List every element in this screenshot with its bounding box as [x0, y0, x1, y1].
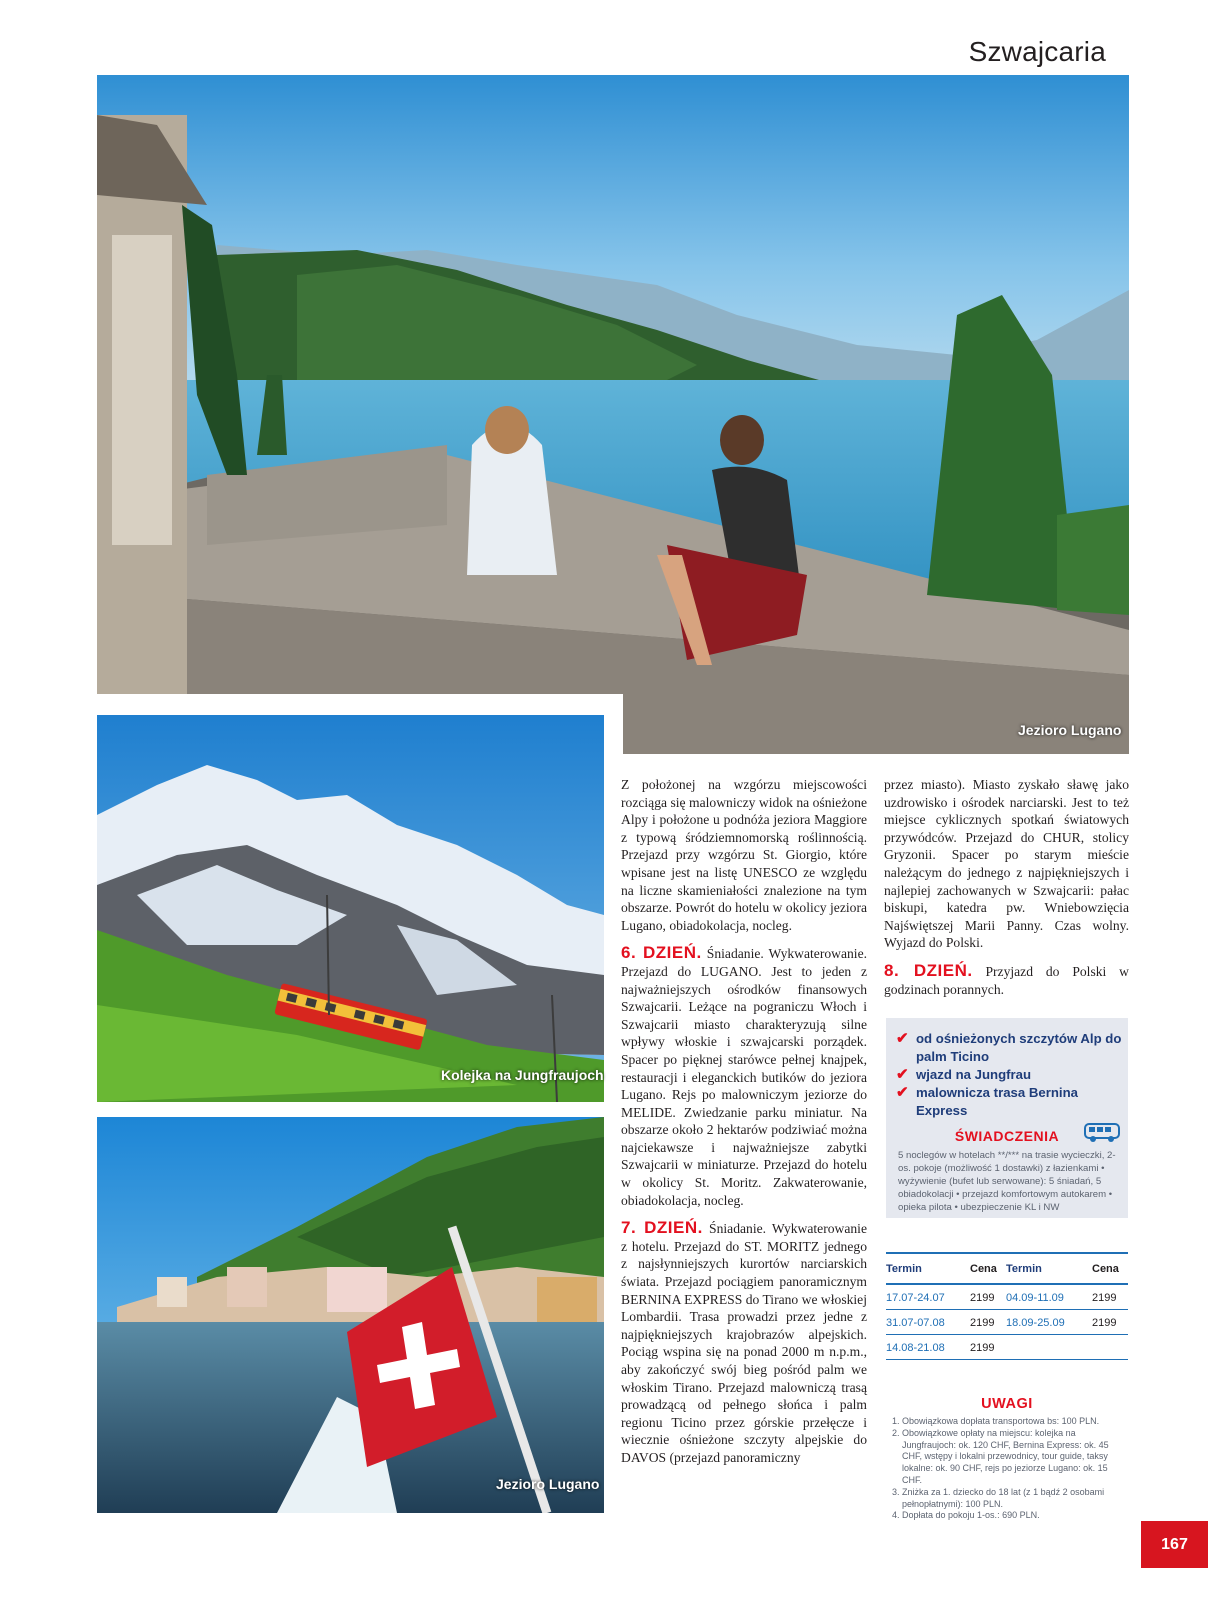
day-8-paragraph	[884, 962, 1129, 998]
highlight-item: ✔ od ośnieżonych szczytów Alp do palm Ticino	[896, 1030, 1122, 1064]
table-header-row	[886, 1253, 1128, 1284]
uwagi-section	[886, 1396, 1128, 1522]
day-7-continuation: przez miasto). Miasto zyskało sławę jako uzdrowisko i ośrodek narciarski. Jest to też miejsce cyklicznych spotkań światowych przywódców. Przejazd do CHUR, stolicy Gryzonii. Spacer po starym mieście należącym do jednego z najpiękniejszych i najlepiej zachowanych w Szwajcarii: pałac biskupi, katedra pw. Wniebowzięcia Najświętszej Marii Panny. Czas wolny. Wyjazd do Polski.	[884, 777, 1129, 951]
table-row: 17.07-24.07 2199 04.09-11.09 2199	[886, 1284, 1128, 1310]
uwagi-item: 2. Obowiązkowe opłaty na miejscu: kolejka na Jungfraujoch: ok. 120 CHF, Bernina Express: ok. 45 CHF, wstępy i lokalni przewodnicy, tour guide, taksy lokalne: ok. 90 CHF, rejs po jeziorze Lugano: ok. 15 CHF.	[902, 1428, 1128, 1487]
photo-lake-lugano-terrace	[97, 75, 1129, 754]
column-header: Cena	[1092, 1253, 1128, 1284]
caption-lake-photo: Jezioro Lugano	[496, 1476, 600, 1492]
column-header: Cena	[970, 1253, 1006, 1284]
day-6-text: Śniadanie. Wykwaterowanie. Przejazd do LUGANO. Jest to jeden z najważniejszych ośrodków finansowych Szwajcarii. Leżące na pograniczu Włoch i Szwajcarii miasto charakteryzują silne wpływy włoskie i szwajcarski porządek. Spacer po pięknej starówce pełnej knajpek, restauracji i eleganckich butików do jeziora Lugano. Rejs po malowniczym jeziorze do MELIDE. Zwiedzanie parku miniatur. Na obszarze około 2 hektarów podziwiać można najciekawsze i najważniejsze zabytki Szwajcarii w miniaturze. Przejazd do hotelu w okolicy St. Moritz. Zakwaterowanie, obiadokolacja, nocleg.	[621, 946, 868, 1208]
highlight-item: ✔ wjazd na Jungfrau	[896, 1066, 1032, 1083]
check-icon: ✔	[896, 1084, 909, 1101]
column-header: Termin	[886, 1253, 970, 1284]
photo-lake-swiss-flag	[97, 1117, 604, 1513]
caption-train-photo: Kolejka na Jungfraujoch	[441, 1067, 604, 1083]
uwagi-item: 3. Zniżka za 1. dziecko do 18 lat (z 1 bądź 2 osobami pełnopłatnymi): 100 PLN.	[902, 1487, 1128, 1511]
highlights-box	[886, 1018, 1128, 1218]
uwagi-title: UWAGI	[981, 1396, 1033, 1412]
bus-icon	[1084, 1122, 1122, 1144]
day-7-text: Śniadanie. Wykwaterowanie z hotelu. Przejazd do ST. MORITZ jednego z najsłynniejszych kurortów narciarskich świata. Przejazd pociągiem panoramicznym BERNINA EXPRESS do Tirano we włoskiej Lombardii. Trasa prowadzi przez jedne z najpiękniejszych krajobrazów alpejskich. Pociąg wspina się na ponad 2000 m n.p.m., aby zakończyć swój bieg pośród palm we włoskim Tirano. Przejazd malowniczą trasą prowadzącą od pełnego słońca i palm regionu Ticino przez górskie przełęcze i wiecznie ośnieżone szczyty alpejskie do DAVOS (przejazd panoramiczny	[621, 1221, 867, 1465]
day-8-text: Przyjazd do Polski w godzinach porannych.	[884, 963, 1129, 997]
day-7-paragraph	[621, 1219, 867, 1466]
text-column-1	[621, 776, 867, 1477]
uwagi-list	[886, 1416, 1128, 1522]
text-column-2	[884, 776, 1129, 1008]
intro-paragraph: Z położonej na wzgórzu miejscowości rozciąga się malowniczy widok na ośnieżone Alpy i położone u podnóża jeziora Maggiore z typową śródziemnomorską roślinnością. Przejazd przy wzgórzu St. Giorgio, które wpisane jest na listę UNESCO ze względu na liczne skamieniałości znalezione na tym obszarze. Powrót do hotelu w okolicy jeziora Lugano, obiadokolacja, nocleg.	[621, 777, 867, 933]
column-header: Termin	[1006, 1253, 1092, 1284]
page-number: 167	[1141, 1521, 1208, 1568]
highlight-item: ✔ malownicza trasa Bernina Express	[896, 1084, 1078, 1118]
day-7-label: 7. DZIEŃ.	[621, 1218, 703, 1238]
check-icon: ✔	[896, 1066, 909, 1083]
table-row: 31.07-07.08 2199 18.09-25.09 2199	[886, 1310, 1128, 1335]
table-row: 14.08-21.08 2199	[886, 1335, 1128, 1360]
check-icon: ✔	[896, 1030, 909, 1047]
price-table	[886, 1252, 1128, 1360]
day-8-label: 8. DZIEŃ.	[884, 960, 973, 980]
caption-main-photo: Jezioro Lugano	[1018, 722, 1122, 738]
swiadczenia-text: 5 noclegów w hotelach **/*** na trasie wycieczki, 2-os. pokoje (możliwość 1 dostawki) z łazienkami • wyżywienie (bufet lub serwowane): 5 śniadań, 5 obiadokolacji • przejazd komfortowym autokarem • opieka pilota • ubezpieczenie KL i NW	[898, 1150, 1116, 1213]
price-table-wrap	[886, 1252, 1128, 1360]
day-6-paragraph	[621, 944, 867, 1209]
swiadczenia-title: ŚWIADCZENIA	[954, 1128, 1060, 1144]
highlights-list	[896, 1030, 1128, 1120]
uwagi-item: 1. Obowiązkowa dopłata transportowa bs: 100 PLN.	[902, 1416, 1128, 1428]
photo-jungfrau-train	[97, 715, 604, 1102]
day-6-label: 6. DZIEŃ.	[621, 943, 702, 963]
uwagi-item: 4. Dopłata do pokoju 1-os.: 690 PLN.	[902, 1510, 1128, 1522]
page-title: Szwajcaria	[968, 36, 1106, 67]
